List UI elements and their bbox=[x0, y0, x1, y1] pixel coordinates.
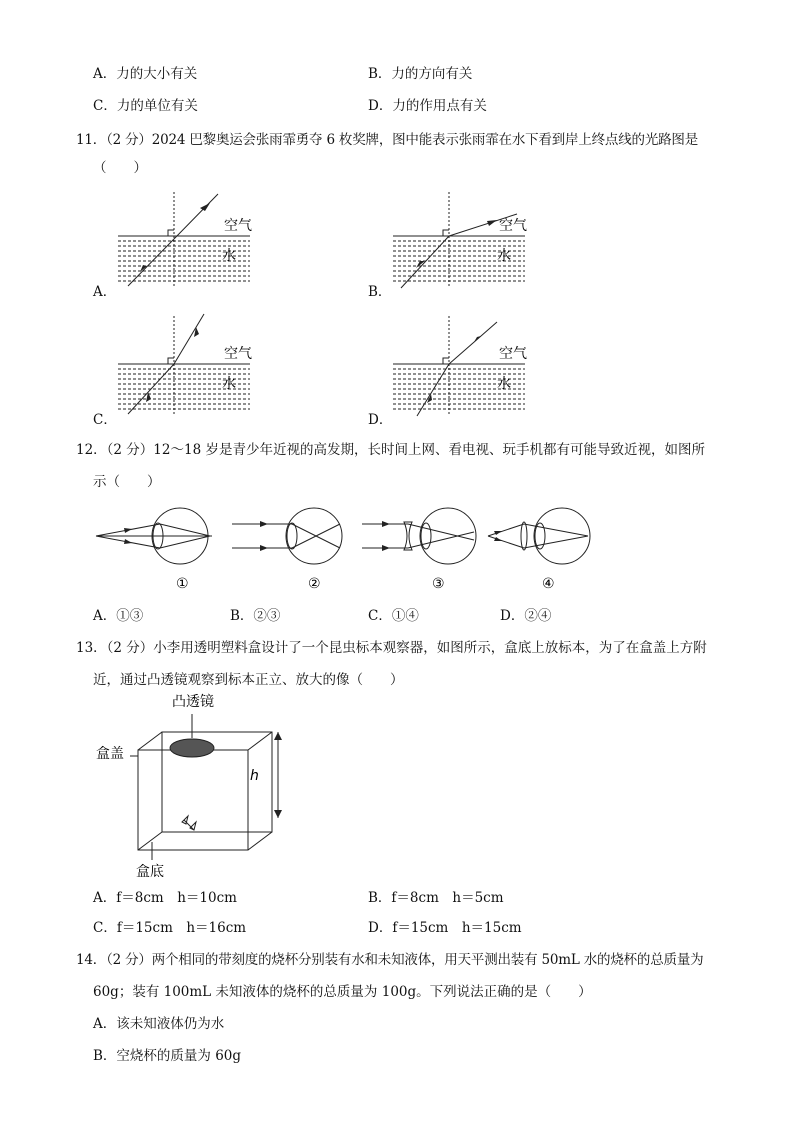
q11-fig-d-air-label: 空气 bbox=[499, 346, 527, 362]
q11-fig-c-water-label: 水 bbox=[222, 376, 236, 392]
q13-option-b: B．f＝8cm h＝5cm bbox=[368, 890, 504, 906]
q12-fig-label-4: ④ bbox=[542, 576, 555, 592]
q11-figure-a bbox=[110, 188, 260, 298]
q13-lens-label: 凸透镜 bbox=[172, 694, 214, 710]
q12-option-b: B．②③ bbox=[230, 608, 281, 624]
q11-fig-b-water-label: 水 bbox=[497, 248, 511, 264]
q13-insect-specimen bbox=[182, 816, 196, 830]
q14-option-a: A．该未知液体仍为水 bbox=[93, 1016, 225, 1032]
q12-option-a: A．①③ bbox=[93, 608, 144, 624]
q13-lens-shape bbox=[170, 739, 214, 757]
q11-fig-d-water-label: 水 bbox=[497, 376, 511, 392]
q14-stem-line2: 60g；装有 100mL 未知液体的烧杯的总质量为 100g。下列说法正确的是（ ） bbox=[93, 984, 592, 1000]
q12-option-d: D．②④ bbox=[500, 608, 552, 624]
q10-option-a: A．力的大小有关 bbox=[93, 66, 198, 82]
q11-fig-c-label: C． bbox=[93, 412, 117, 428]
q12-fig-label-1: ① bbox=[176, 576, 189, 592]
q13-box-diagram bbox=[90, 690, 290, 882]
q10-option-d: D．力的作用点有关 bbox=[368, 98, 487, 114]
q13-option-a: A．f＝8cm h＝10cm bbox=[93, 890, 237, 906]
q11-fig-b-air-label: 空气 bbox=[499, 218, 527, 234]
q11-fig-a-water-label: 水 bbox=[222, 248, 236, 264]
q11-fig-d-label: D． bbox=[368, 412, 393, 428]
q12-fig-label-3: ③ bbox=[432, 576, 445, 592]
q11-figure-c bbox=[110, 310, 260, 422]
q13-stem-line2: 近，通过凸透镜观察到标本正立、放大的像（ ） bbox=[93, 672, 404, 688]
q11-stem-line1: 11．（2 分）2024 巴黎奥运会张雨霏勇夺 6 枚奖牌，图中能表示张雨霏在水下看到岸上终点线的光路图是 bbox=[76, 132, 699, 148]
q12-eye-diagrams bbox=[92, 500, 612, 596]
q11-fig-b-label: B． bbox=[368, 284, 392, 300]
q11-stem-line2: （ ） bbox=[93, 160, 147, 176]
q13-lid-label: 盒盖 bbox=[96, 746, 124, 762]
q13-stem-line1: 13．（2 分）小李用透明塑料盒设计了一个昆虫标本观察器，如图所示，盒底上放标本，为了在盒盖上方附 bbox=[76, 640, 707, 656]
q11-figure-d bbox=[385, 310, 535, 422]
q12-stem-line2: 示（ ） bbox=[93, 474, 161, 490]
q12-option-c: C．①④ bbox=[368, 608, 419, 624]
q10-option-c: C．力的单位有关 bbox=[93, 98, 198, 114]
q13-option-d: D．f＝15cm h＝15cm bbox=[368, 920, 522, 936]
q11-fig-c-air-label: 空气 bbox=[224, 346, 252, 362]
q10-option-b: B．力的方向有关 bbox=[368, 66, 473, 82]
q11-figure-b bbox=[385, 188, 535, 298]
q14-option-b: B．空烧杯的质量为 60g bbox=[93, 1048, 242, 1064]
q13-option-c: C．f＝15cm h＝16cm bbox=[93, 920, 247, 936]
q11-fig-a-air-label: 空气 bbox=[224, 218, 252, 234]
q14-stem-line1: 14．（2 分）两个相同的带刻度的烧杯分别装有水和未知液体，用天平测出装有 50mL 水的烧杯的总质量为 bbox=[76, 952, 704, 968]
q12-stem-line1: 12．（2 分）12～18 岁是青少年近视的高发期，长时间上网、看电视、玩手机都有可能导致近视，如图所 bbox=[76, 442, 705, 458]
q13-h-label: h bbox=[250, 768, 259, 784]
q12-fig-label-2: ② bbox=[308, 576, 321, 592]
q13-bottom-label: 盒底 bbox=[136, 864, 164, 880]
q11-fig-a-label: A． bbox=[93, 284, 117, 300]
